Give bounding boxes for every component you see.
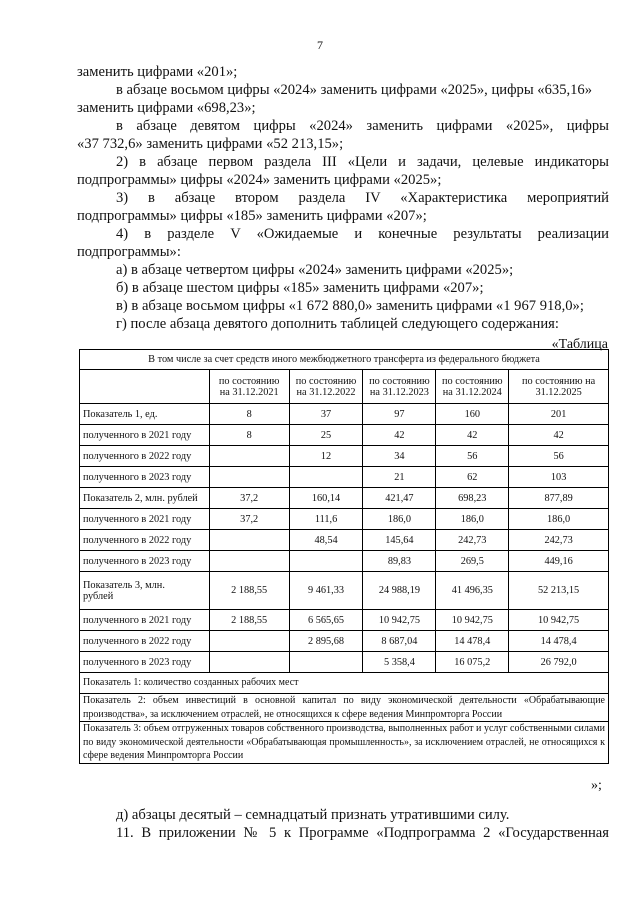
table-close-quote: »; <box>591 778 602 793</box>
table-cell: 2 188,55 <box>209 610 289 631</box>
row-label: полученного в 2021 году <box>80 610 210 631</box>
text-line: «37 732,6» заменить цифрами «52 213,15»; <box>77 136 344 152</box>
table-cell: 5 358,4 <box>363 652 436 673</box>
table-cell: 186,0 <box>436 509 509 530</box>
table-cell: 42 <box>363 425 436 446</box>
table-cell: 42 <box>436 425 509 446</box>
table-cell <box>209 631 289 652</box>
table-cell <box>209 467 289 488</box>
table-row <box>80 652 609 673</box>
table-cell: 8 687,04 <box>363 631 436 652</box>
table-cell: 242,73 <box>436 530 509 551</box>
table-cell <box>209 530 289 551</box>
table-cell: 2 188,55 <box>209 572 289 610</box>
table-cell: 698,23 <box>436 488 509 509</box>
table-cell <box>209 551 289 572</box>
text-line: заменить цифрами «698,23»; <box>77 100 256 116</box>
row-label: полученного в 2022 году <box>80 631 210 652</box>
table-cell: 42 <box>509 425 609 446</box>
table-cell: 103 <box>509 467 609 488</box>
table-cell: 34 <box>363 446 436 467</box>
table-cell: 160,14 <box>289 488 363 509</box>
indicator-note: Показатель 3: объем отгруженных товаров собственного производства, выполненных работ и услуг собственными силами по виду экономической деятельности «Обрабатывающая промышленность», за исключением отраслей, не относящихся к сфере ведения Минпромторга России <box>80 722 609 764</box>
table-cell: 16 075,2 <box>436 652 509 673</box>
table-caption: В том числе за счет средств иного межбюджетного трансферта из федерального бюджета <box>80 350 609 370</box>
table-row <box>80 551 609 572</box>
table-cell: 52 213,15 <box>509 572 609 610</box>
table-row <box>80 610 609 631</box>
table-cell <box>209 446 289 467</box>
table-cell <box>289 652 363 673</box>
table-cell: 242,73 <box>509 530 609 551</box>
table-cell: 41 496,35 <box>436 572 509 610</box>
table-cell: 26 792,0 <box>509 652 609 673</box>
header-empty-cell <box>80 370 210 404</box>
table-note-row <box>80 673 609 694</box>
table-cell: 48,54 <box>289 530 363 551</box>
table-cell: 24 988,19 <box>363 572 436 610</box>
table-cell: 14 478,4 <box>436 631 509 652</box>
table-row <box>80 488 609 509</box>
table-row <box>80 467 609 488</box>
page-number: 7 <box>317 38 323 52</box>
row-label: Показатель 1, ед. <box>80 404 210 425</box>
text-line: подпрограммы»: <box>77 244 181 260</box>
table-cell: 201 <box>509 404 609 425</box>
table-cell: 145,64 <box>363 530 436 551</box>
table-cell: 10 942,75 <box>436 610 509 631</box>
table-cell: 111,6 <box>289 509 363 530</box>
indicator-note: Показатель 1: количество созданных рабочих мест <box>80 673 609 694</box>
table-row <box>80 404 609 425</box>
table-cell: 6 565,65 <box>289 610 363 631</box>
table-cell: 8 <box>209 425 289 446</box>
table-row <box>80 425 609 446</box>
table-cell: 37,2 <box>209 509 289 530</box>
text-line: заменить цифрами «201»; <box>77 64 238 80</box>
table-cell: 89,83 <box>363 551 436 572</box>
text-line: б) в абзаце шестом цифры «185» заменить цифрами «207»; <box>116 280 484 296</box>
row-label: полученного в 2021 году <box>80 425 210 446</box>
text-line: 4) в разделе V «Ожидаемые и конечные результаты реализации <box>116 226 609 242</box>
text-line: 11. В приложении № 5 к Программе «Подпрограмма 2 «Государственная <box>116 825 609 841</box>
header-cell: по состоянию на 31.12.2023 <box>363 370 436 404</box>
row-label: Показатель 2, млн. рублей <box>80 488 210 509</box>
table-cell: 160 <box>436 404 509 425</box>
table-cell: 62 <box>436 467 509 488</box>
table-cell: 269,5 <box>436 551 509 572</box>
table-row <box>80 509 609 530</box>
header-cell: по состоянию на 31.12.2022 <box>289 370 363 404</box>
table-cell: 97 <box>363 404 436 425</box>
row-label: полученного в 2023 году <box>80 652 210 673</box>
table-note-row <box>80 694 609 722</box>
text-line: г) после абзаца девятого дополнить таблицей следующего содержания: <box>116 316 559 332</box>
table-row <box>80 631 609 652</box>
table-cell: 37 <box>289 404 363 425</box>
table-note-row <box>80 722 609 764</box>
text-line: в) в абзаце восьмом цифры «1 672 880,0» заменить цифрами «1 967 918,0»; <box>116 298 584 314</box>
table-label: «Таблица <box>551 337 608 352</box>
text-line: 3) в абзаце втором раздела IV «Характеристика мероприятий <box>116 190 609 206</box>
table-row <box>80 572 609 610</box>
header-cell: по состоянию на 31.12.2024 <box>436 370 509 404</box>
table-cell: 21 <box>363 467 436 488</box>
table-cell: 56 <box>436 446 509 467</box>
text-line: д) абзацы десятый – семнадцатый признать утратившими силу. <box>116 807 510 823</box>
table-cell: 10 942,75 <box>509 610 609 631</box>
text-line: в абзаце восьмом цифры «2024» заменить цифрами «2025», цифры «635,16» <box>116 82 593 98</box>
header-cell: по состоянию на 31.12.2025 <box>509 370 609 404</box>
text-line: подпрограммы» цифры «2024» заменить цифрами «2025»; <box>77 172 442 188</box>
indicators-table <box>79 349 609 764</box>
row-label: полученного в 2021 году <box>80 509 210 530</box>
row-label: полученного в 2022 году <box>80 446 210 467</box>
table-cell <box>289 551 363 572</box>
table-row <box>80 530 609 551</box>
table-cell: 10 942,75 <box>363 610 436 631</box>
table-cell: 9 461,33 <box>289 572 363 610</box>
table-cell: 8 <box>209 404 289 425</box>
table-cell <box>289 467 363 488</box>
text-line: 2) в абзаце первом раздела III «Цели и задачи, целевые индикаторы <box>116 154 609 170</box>
table-caption-row <box>80 350 609 370</box>
table-cell: 877,89 <box>509 488 609 509</box>
table-cell: 25 <box>289 425 363 446</box>
text-line: а) в абзаце четвертом цифры «2024» заменить цифрами «2025»; <box>116 262 514 278</box>
table-cell: 14 478,4 <box>509 631 609 652</box>
table-cell: 186,0 <box>363 509 436 530</box>
table-cell: 421,47 <box>363 488 436 509</box>
table-row <box>80 446 609 467</box>
table-cell: 449,16 <box>509 551 609 572</box>
header-cell: по состоянию на 31.12.2021 <box>209 370 289 404</box>
table-cell: 56 <box>509 446 609 467</box>
text-line: в абзаце девятом цифры «2024» заменить цифрами «2025», цифры <box>116 118 609 134</box>
text-line: подпрограммы» цифры «185» заменить цифрами «207»; <box>77 208 427 224</box>
table-header-row <box>80 370 609 404</box>
table-cell: 186,0 <box>509 509 609 530</box>
row-label: полученного в 2023 году <box>80 551 210 572</box>
row-label: Показатель 3, млн. рублей <box>80 572 210 610</box>
table-cell <box>209 652 289 673</box>
row-label: полученного в 2023 году <box>80 467 210 488</box>
table-cell: 2 895,68 <box>289 631 363 652</box>
table-cell: 12 <box>289 446 363 467</box>
row-label: полученного в 2022 году <box>80 530 210 551</box>
table-cell: 37,2 <box>209 488 289 509</box>
indicator-note: Показатель 2: объем инвестиций в основной капитал по виду экономической деятельности «Обрабатывающие производства», за исключением отраслей, не относящихся к сфере ведения Минпромторга России <box>80 694 609 722</box>
